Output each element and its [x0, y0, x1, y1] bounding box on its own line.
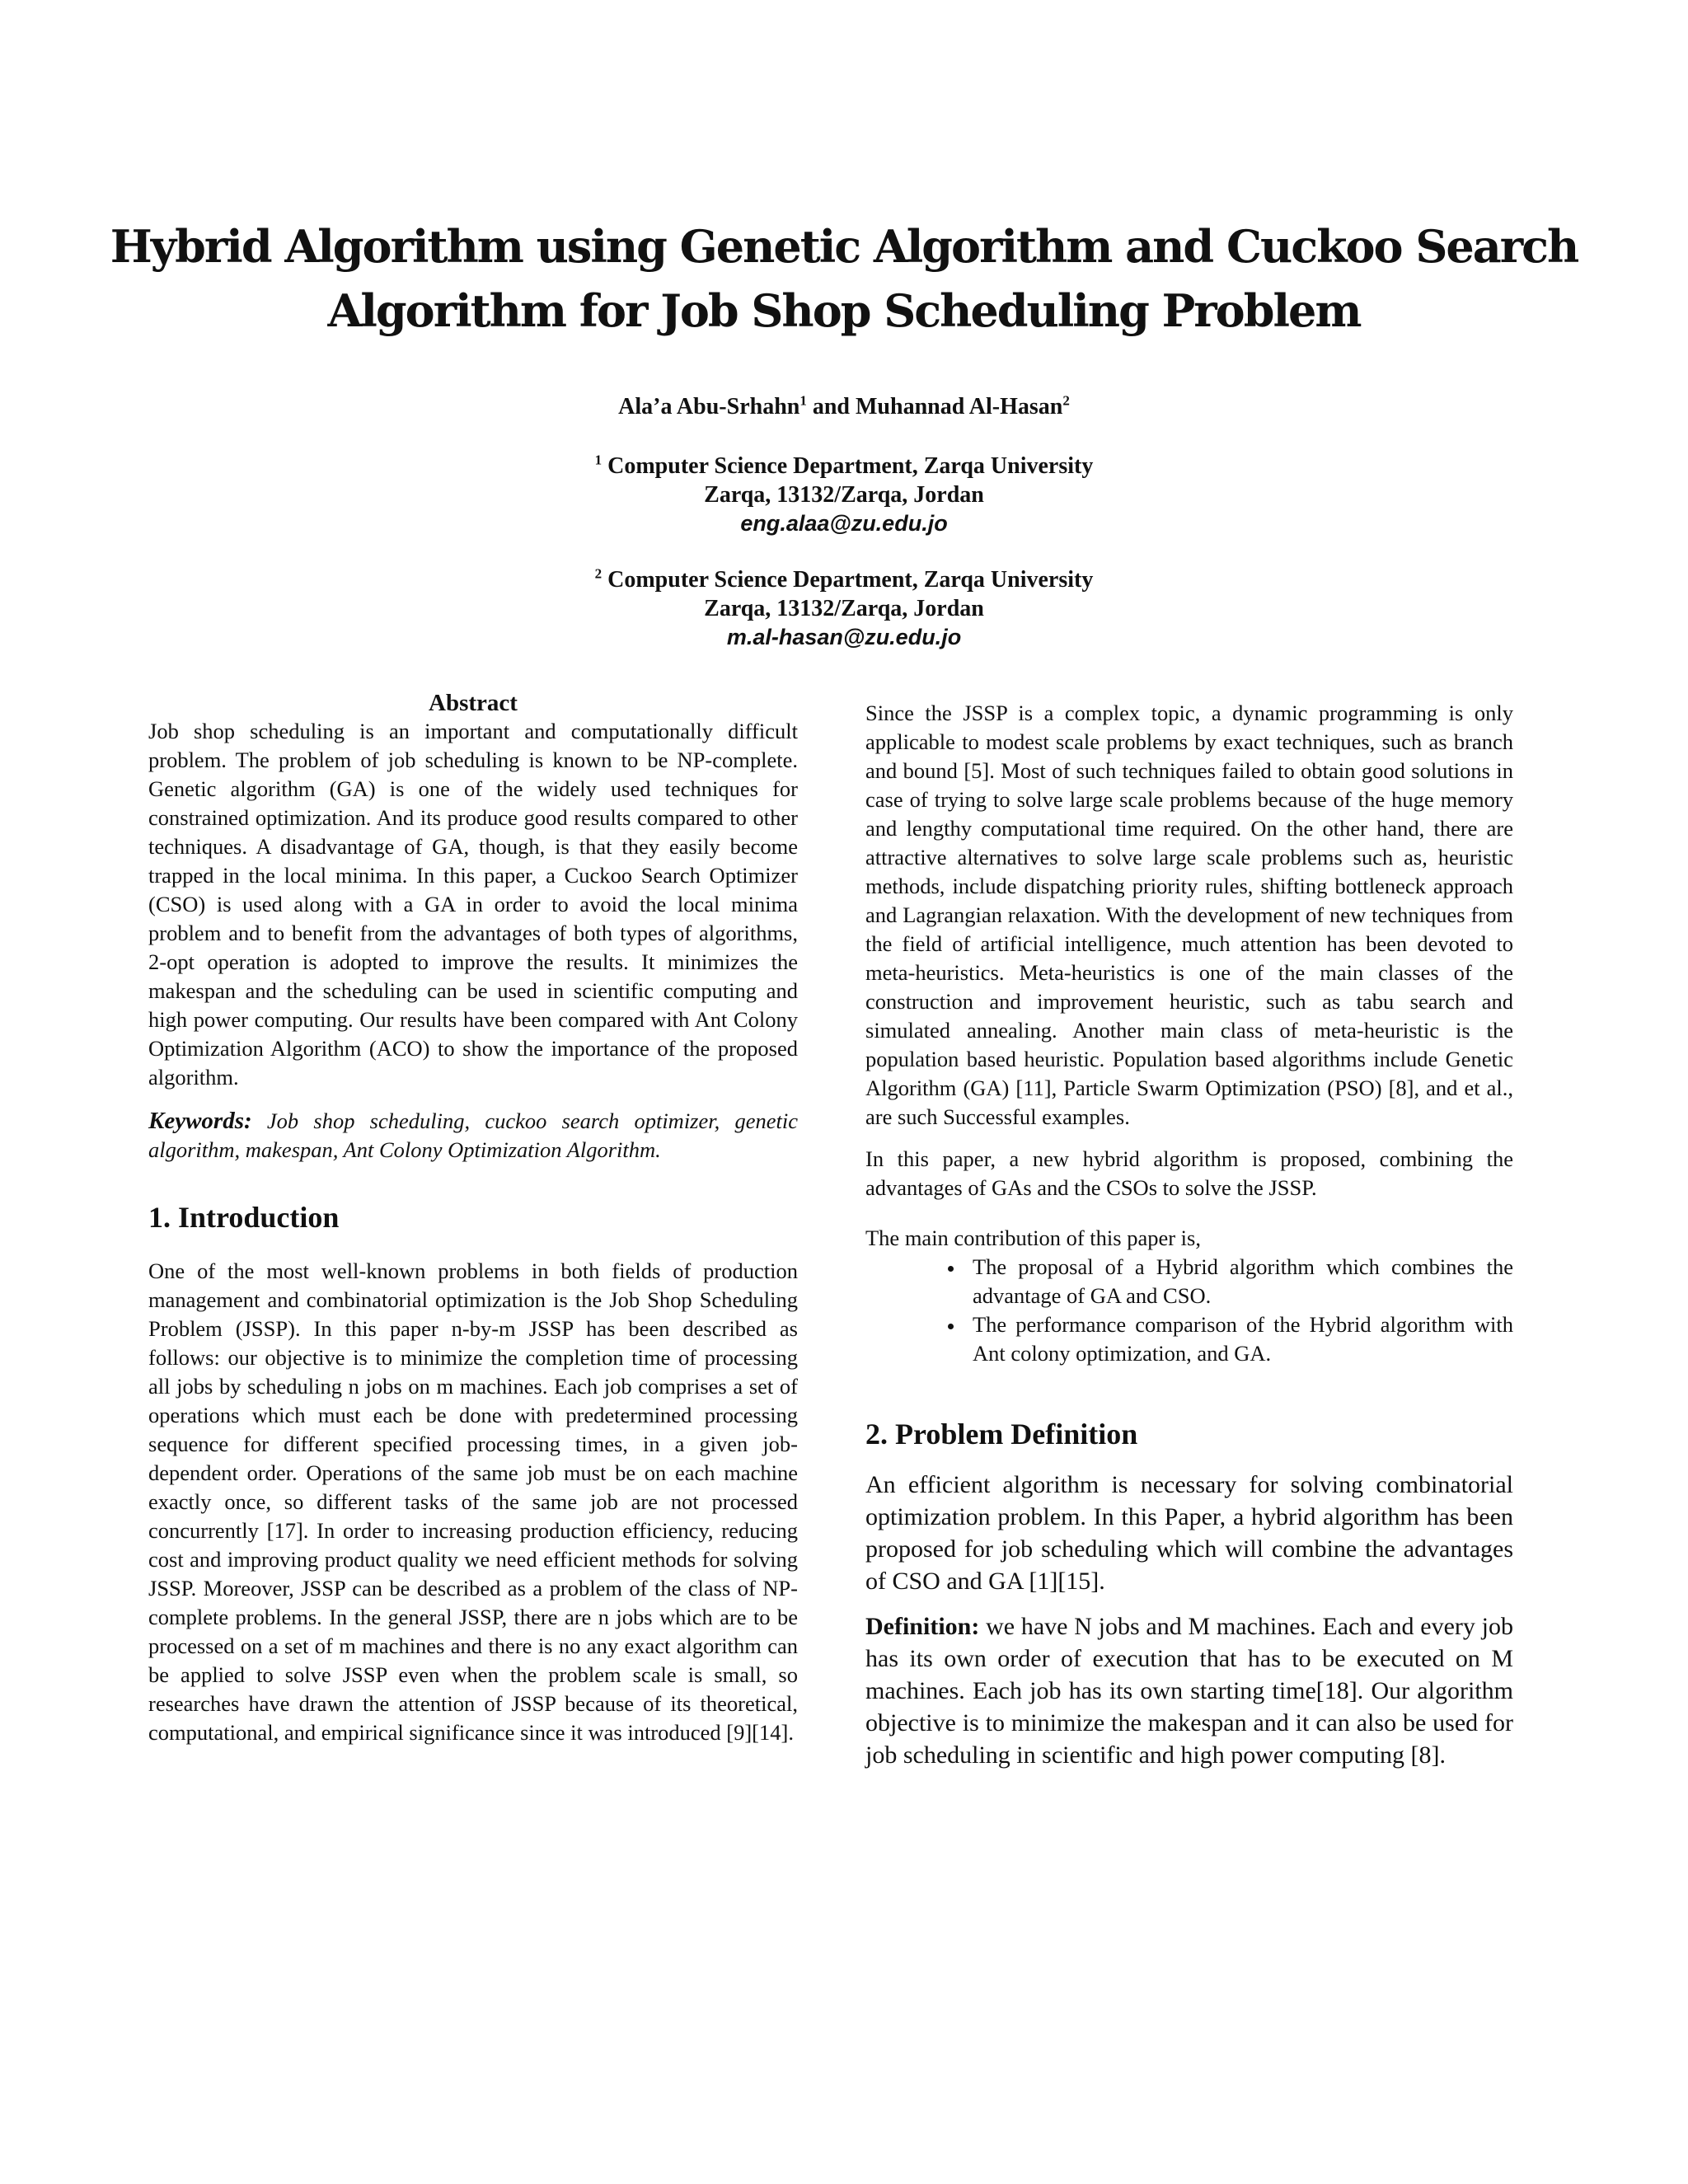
definition-label: Definition:	[865, 1613, 980, 1640]
definition-text: we have N jobs and M machines. Each and every job has its own order of execution that has to be executed on M machines. Each job has its own starting time[18]. Our algorithm objective is to minimize the makespan and it can also be used for job scheduling in scientific and high power computing [8].	[865, 1613, 1513, 1769]
affiliation-2-mark: 2	[594, 565, 603, 582]
affiliation-1	[0, 452, 1688, 538]
author-1: Ala’a Abu-Srhahn	[618, 394, 800, 419]
title-line-2: Algorithm for Job Shop Scheduling Problem	[327, 284, 1361, 337]
author-2: Muhannad Al-Hasan	[856, 394, 1063, 419]
author-2-affil-mark: 2	[1062, 392, 1070, 409]
keywords	[148, 1107, 798, 1165]
problem-para-1: An efficient algorithm is necessary for solving combinatorial optimization problem. In this Paper, a hybrid algorithm has been proposed for job scheduling which will combine the advantages of CSO and GA [1][15].	[865, 1471, 1513, 1595]
contribution-intro: The main contribution of this paper is,	[865, 1226, 1201, 1250]
affiliation-2-city: Zarqa, 13132/Zarqa, Jordan	[704, 596, 984, 621]
right-column	[865, 699, 1513, 1771]
abstract-heading: Abstract	[429, 690, 518, 716]
affiliation-1-dept: Computer Science Department, Zarqa University	[607, 453, 1094, 479]
author-connector: and	[806, 394, 856, 419]
left-column	[148, 689, 798, 1747]
keywords-text: Job shop scheduling, cuckoo search optimizer, genetic algorithm, makespan, Ant Colony Optimization Algorithm.	[148, 1108, 798, 1162]
affiliation-1-city: Zarqa, 13132/Zarqa, Jordan	[704, 482, 984, 508]
contribution-item-1: • The proposal of a Hybrid algorithm which combines the advantage of GA and CSO.	[964, 1253, 1513, 1310]
section-2-heading: 2. Problem Definition	[865, 1418, 1138, 1451]
affiliation-2-email[interactable]: m.al-hasan@zu.edu.jo	[726, 625, 962, 649]
affiliation-2-dept: Computer Science Department, Zarqa University	[607, 567, 1094, 593]
affiliation-1-email[interactable]: eng.alaa@zu.edu.jo	[740, 511, 948, 536]
keywords-label: Keywords:	[148, 1108, 252, 1134]
contribution-list	[865, 1253, 1513, 1368]
definition-para	[865, 1610, 1513, 1771]
abstract-text: Job shop scheduling is an important and computationally difficult problem. The problem of job scheduling is known to be NP-complete. Genetic algorithm (GA) is one of the widely used techniques for constrained optimization. And its produce good results compared to other techniques. A disadvantage of GA, though, is that they easily become trapped in the local minima. In this paper, a Cuckoo Search Optimizer (CSO) is used along with a GA in order to avoid the local minima problem and to benefit from the advantages of both types of algorithms, 2-opt operation is adopted to improve the results. It minimizes the makespan and the scheduling can be used in scientific computing and high power computing. Our results have been compared with Ant Colony Optimization Algorithm (ACO) to show the importance of the proposed algorithm.	[148, 719, 798, 1090]
right-para-1: Since the JSSP is a complex topic, a dynamic programming is only applicable to modest scale problems by exact techniques, such as branch and bound [5]. Most of such techniques failed to obtain good solutions in case of trying to solve large scale problems because of the huge memory and lengthy computational time required. On the other hand, there are attractive alternatives to solve large scale problems such as, heuristic methods, include dispatching priority rules, shifting bottleneck approach and Lagrangian relaxation. With the development of new techniques from the field of artificial intelligence, much attention has been devoted to meta-heuristics. Meta-heuristics is one of the main classes of the construction and improvement heuristic, such as tabu search and simulated annealing. Another main class of meta-heuristic is the population based heuristic. Population based algorithms include Genetic Algorithm (GA) [11], Particle Swarm Optimization (PSO) [8], and et al., are such Successful examples.	[865, 701, 1513, 1129]
affiliation-1-mark: 1	[594, 452, 603, 468]
title-line-1: Hybrid Algorithm using Genetic Algorithm and Cuckoo Search	[110, 220, 1578, 273]
author-1-affil-mark: 1	[799, 392, 807, 409]
affiliation-2	[0, 565, 1688, 652]
paper-title	[99, 214, 1589, 343]
section-1-heading: 1. Introduction	[148, 1201, 340, 1234]
author-list	[0, 394, 1688, 420]
right-para-2: In this paper, a new hybrid algorithm is proposed, combining the advantages of GAs and the CSOs to solve the JSSP.	[865, 1146, 1513, 1200]
intro-text: One of the most well-known problems in both fields of production management and combinatorial optimization is the Job Shop Scheduling Problem (JSSP). In this paper n-by-m JSSP has been described as follows: our objective is to minimize the completion time of processing all jobs by scheduling n jobs on m machines. Each job comprises a set of operations which must each be done with predetermined processing sequence for different specified processing times, in a given job-dependent order. Operations of the same job must be on each machine exactly once, so different tasks of the same job are not processed concurrently [17]. In order to increasing production efficiency, reducing cost and improving product quality we need efficient methods for solving JSSP. Moreover, JSSP can be described as a problem of the class of NP-complete problems. In the general JSSP, there are n jobs which are to be processed on a set of m machines and there is no any exact algorithm can be applied to solve JSSP even when the problem scale is small, so researches have drawn the attention of JSSP because of its theoretical, computational, and empirical significance since it was introduced [9][14].	[148, 1258, 798, 1745]
contribution-item-2: • The performance comparison of the Hybrid algorithm with Ant colony optimization, and GA.	[964, 1310, 1513, 1368]
